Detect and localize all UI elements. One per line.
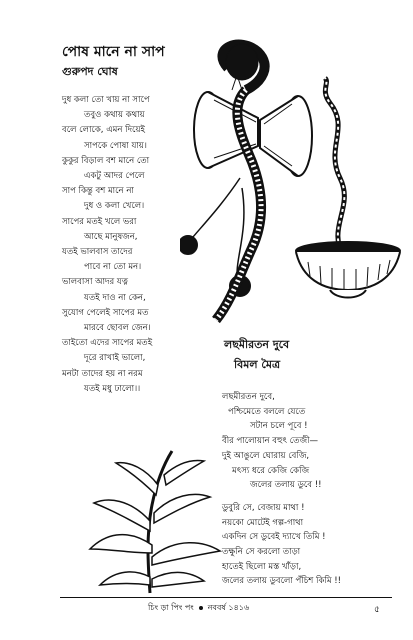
poem-line: সটান চলে পূবে ! bbox=[250, 421, 308, 432]
poem-line: তবুও কথায় কথায় bbox=[84, 110, 145, 121]
snake-icon bbox=[216, 44, 265, 320]
poem-author: বিমল মৈত্র bbox=[234, 358, 281, 371]
poem-line: তক্ষুনি সে করলো তাড়া bbox=[222, 547, 301, 558]
poem-body bbox=[222, 390, 392, 589]
footer-caption bbox=[148, 602, 249, 615]
poem-line: দুধ ও কলা খেলে। bbox=[84, 201, 145, 212]
poem-line: সাপ কিন্তু বশ মানে না bbox=[62, 186, 134, 197]
poem-line: হাতেই ছিলো মস্ত খাঁড়া, bbox=[222, 561, 302, 572]
incense-smoke-icon bbox=[325, 78, 345, 258]
poem-line: তাইতো এদের সাপের মতই bbox=[62, 338, 153, 349]
poem-line: পশ্চিমেতে বললে যেতে bbox=[228, 406, 306, 417]
poem-line: ডুবুরি সে, বেজায় মাথা ! bbox=[222, 502, 305, 513]
poem-line: ভালবাসা আদর যত্ন bbox=[62, 277, 128, 288]
poem-line: যতই মধু ঢালো।। bbox=[84, 383, 141, 394]
poem-line: মারবে ছোবল জেন। bbox=[84, 323, 151, 334]
poem-line: মৎস্য ধরে কেজি কেজি bbox=[232, 465, 310, 476]
poem-line: জলের তলায় ডুবলো পঁচিশ কিমি !! bbox=[222, 576, 342, 587]
incense-bowl-icon bbox=[296, 242, 400, 298]
plant-illustration bbox=[86, 445, 226, 595]
poem-line: দূরে রাখাই ভালো, bbox=[84, 353, 146, 364]
poem-line: সাপের মতই খলে ভরা bbox=[62, 216, 137, 227]
poem-line: একটু আদর পেলে bbox=[84, 171, 145, 182]
poem-line: যতই দাও না কেন, bbox=[84, 292, 146, 303]
poem-line: যতই ভালবাস তাদের bbox=[62, 247, 133, 258]
footer-rule bbox=[60, 597, 392, 598]
poem-line: পাবে না তো মন। bbox=[84, 262, 142, 273]
poem-line: একদিন সে ডুবেই দ্যাখে তিমি ! bbox=[222, 532, 326, 543]
poem-title: লছমীরতন দুবে bbox=[224, 338, 290, 351]
poem-line: বীর পালোয়ান বহুৎ তেজী— bbox=[222, 436, 319, 447]
poem-line: জলের তলায় ডুবে !! bbox=[250, 480, 322, 491]
magazine-name: চিং ড়া পিং পং bbox=[148, 603, 194, 612]
poem-line: সুযোগ পেলেই সাপের মত bbox=[62, 307, 149, 318]
poem-line: আছে মানুষজন, bbox=[84, 231, 138, 242]
snake-drum-illustration bbox=[180, 38, 405, 330]
poem-title: পোষ মানে না সাপ bbox=[62, 44, 165, 60]
poem-line: লছমীরতন দুবে, bbox=[222, 392, 275, 402]
poem-line: দুধ কলা তো খায় না সাপে bbox=[62, 95, 150, 105]
plant-icon bbox=[90, 451, 220, 593]
poem-line: বলে লোকে, এমন দিয়েই bbox=[62, 125, 145, 136]
page-number: ৫ bbox=[374, 605, 380, 615]
poem-line: কুকুর বিড়াল বশ মানে তো bbox=[62, 155, 150, 166]
poem-author: গুরুপদ ঘোষ bbox=[62, 65, 118, 78]
bullet-dot-icon bbox=[199, 606, 203, 610]
issue-label: নববর্ষ ১৪১৬ bbox=[207, 603, 250, 612]
poem-line: নয়কো মোটেই গল্প-গাথা bbox=[222, 517, 304, 528]
poem-line: সাপকে পোষা যায়। bbox=[84, 140, 147, 151]
poem-line: দুই আঙুলে ঘোরায় বেজি, bbox=[222, 450, 310, 461]
poem-line: মনটা তাদের হয় না নরম bbox=[62, 368, 143, 379]
